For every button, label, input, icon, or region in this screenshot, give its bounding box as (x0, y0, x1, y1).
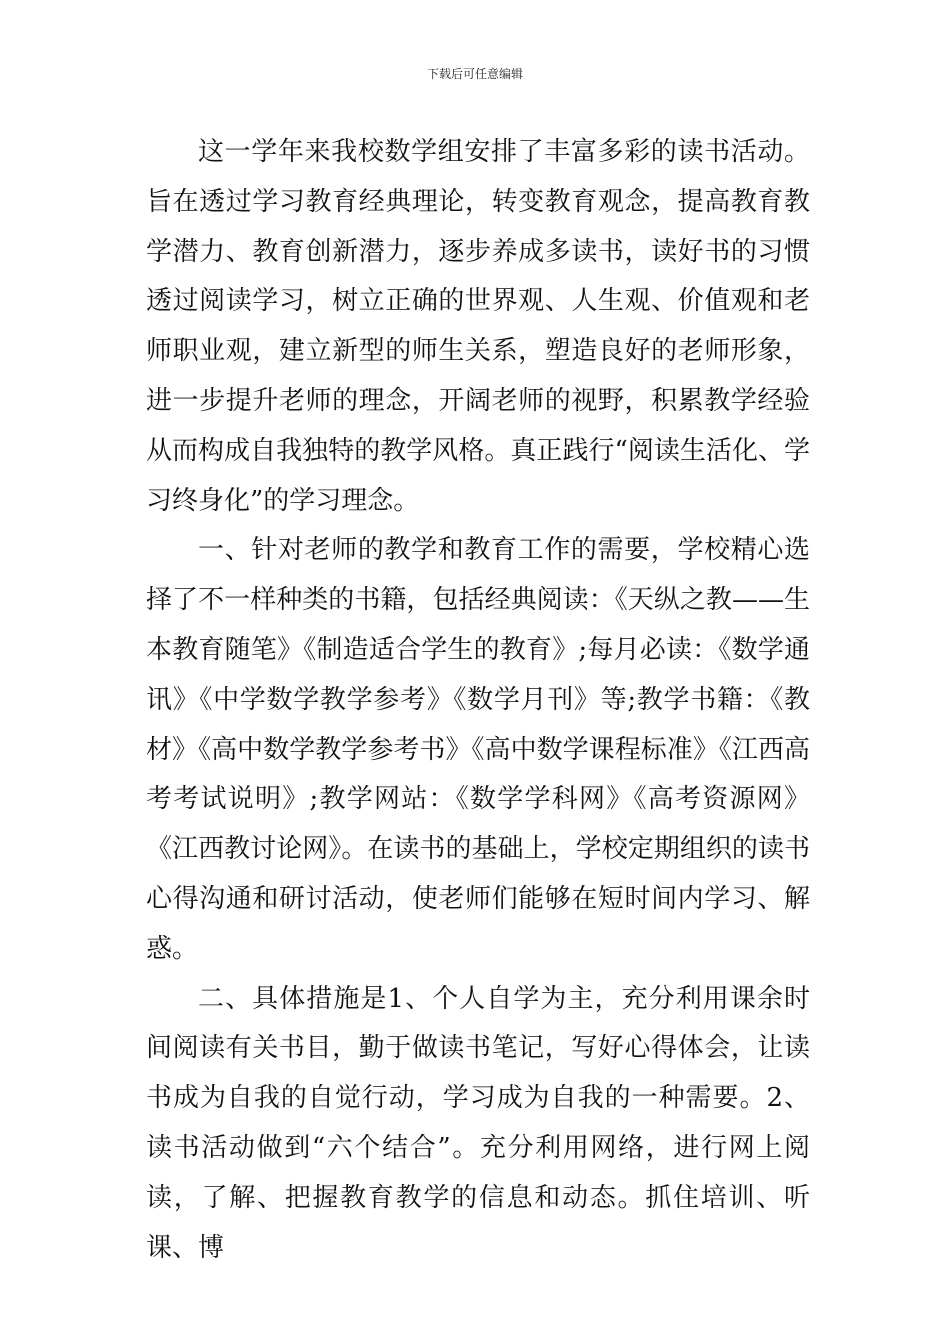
paragraph-section-one: 一、针对老师的教学和教育工作的需要，学校精心选择了不一样种类的书籍，包括经典阅读：《天纵之教——生本教育随笔》《制造适合学生的教育》;每月必读：《数学通讯》《中学数学教学参考》《数学月刊》等;教学书籍：《教材》《高中数学教学参考书》《高中数学课程标准》《江西高考考试说明》;教学网站：《数学学科网》《高考资源网》《江西教讨论网》。在读书的基础上，学校定期组织的读书心得沟通和研讨活动，使老师们能够在短时间内学习、解惑。 (146, 535, 810, 964)
paragraph-intro: 这一学年来我校数学组安排了丰富多彩的读书活动。旨在透过学习教育经典理论，转变教育观念，提高教育教学潜力、教育创新潜力，逐步养成多读书，读好书的习惯透过阅读学习，树立正确的世界观、人生观、价值观和老师职业观，建立新型的师生关系，塑造良好的老师形象，进一步提升老师的理念，开阔老师的视野，积累教学经验从而构成自我独特的教学风格。真正践行“阅读生活化、学习终身化”的学习理念。 (146, 137, 810, 516)
page-header: 下载后可任意编辑 (426, 67, 523, 81)
paragraph-section-two: 二、具体措施是1、个人自学为主，充分利用课余时间阅读有关书目，勤于做读书笔记，写好心得体会，让读书成为自我的自觉行动，学习成为自我的一种需要。2、读书活动做到“六个结合”。充分利用网络，进行网上阅读，了解、把握教育教学的信息和动态。抓住培训、听课、博 (146, 983, 810, 1263)
document-body (146, 128, 810, 1273)
